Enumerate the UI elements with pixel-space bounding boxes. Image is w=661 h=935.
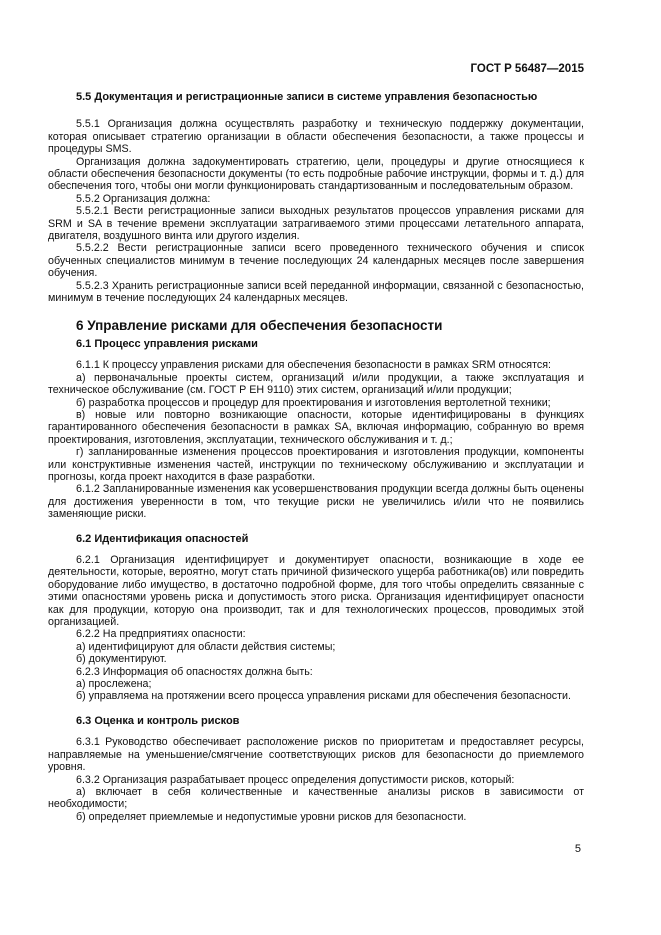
list-item: а) идентифицируют для области действия системы; xyxy=(76,640,336,653)
list-item: а) прослежена; xyxy=(76,678,152,691)
list-item: в) новые или повторно возникающие опасности, которые идентифицированы в функциях гарантированного обеспечения безопасности в рамках SA, включая информацию, собранную во время проектирования, изготовления, эксплуатации, технического обслуживания и т. д.; xyxy=(48,408,584,446)
paragraph: 6.3.1 Руководство обеспечивает расположение рисков по приоритетам и предоставляет ресурсы, направляемые на уменьшение/смягчение соответствующих рисков для безопасности до приемлемого уровня. xyxy=(48,736,584,774)
paragraph: Организация должна задокументировать стратегию, цели, процедуры и другие относящиеся к области обеспечения безопасности документы (то есть подробные рабочие инструкции, формы и т. д.) для обеспечения того, чтобы они могли функционировать стандартизованным и последовательным образом. xyxy=(48,155,584,193)
chapter-heading-6: 6 Управление рисками для обеспечения безопасности xyxy=(76,317,443,333)
paragraph: 6.2.3 Информация об опасностях должна быть: xyxy=(76,665,313,678)
section-heading-6-3: 6.3 Оценка и контроль рисков xyxy=(76,714,240,727)
paragraph: 6.1.1 К процессу управления рисками для обеспечения безопасности в рамках SRM относятся: xyxy=(76,359,551,372)
paragraph: 6.2.1 Организация идентифицирует и документирует опасности, возникающие в ходе ее деятельности, которые, вероятно, могут стать причиной физического ущерба работника(ов) или повредить оборудование либо имущество, в достаточно подробной форме, для того чтобы определить связанные с этими опасностями уровень риска и допустимость этого риска. Организация идентифицирует опасности как для продукции, которую она производит, так и для технологических процессов, проводимых этой организацией. xyxy=(48,554,584,629)
paragraph: 5.5.1 Организация должна осуществлять разработку и техническую поддержку документации, которая описывает стратегию организации в области обеспечения безопасности, а также процессы и процедуры SMS. xyxy=(48,118,584,156)
paragraph: 5.5.2.3 Хранить регистрационные записи всей переданной информации, связанной с безопасностью, минимум в течение последующих 24 календарных месяцев. xyxy=(48,279,584,305)
paragraph: 6.2.2 На предприятиях опасности: xyxy=(76,628,246,641)
paragraph: 6.1.2 Запланированные изменения как усовершенствования продукции всегда должны быть оценены для достижения уверенности в том, что текущие риски не увеличились и/или что не появились заменяющие риски. xyxy=(48,483,584,521)
paragraph: 6.3.2 Организация разрабатывает процесс определения допустимости рисков, который: xyxy=(76,773,515,786)
paragraph: 5.5.2 Организация должна: xyxy=(76,192,211,205)
list-item: б) определяет приемлемые и недопустимые уровни рисков для безопасности. xyxy=(76,810,467,823)
paragraph: 5.5.2.1 Вести регистрационные записи выходных результатов процессов управления рисками для SRM и SA в течение времени эксплуатации затрагиваемого этими процессами летательного аппарата, двигателя, воздушного винта или другого изделия. xyxy=(48,205,584,243)
list-item: а) первоначальные проекты систем, организаций и/или продукции, а также эксплуатация и техническое обслуживание (см. ГОСТ Р ЕН 9110) этих систем, организаций и/или продукции; xyxy=(48,371,584,397)
section-heading-5-5: 5.5 Документация и регистрационные записи в системе управления безопасностью xyxy=(76,91,538,103)
page-content xyxy=(48,88,584,823)
paragraph: 5.5.2.2 Вести регистрационные записи всего проведенного технического обучения и список обученных специалистов минимум в течение последующих 24 календарных месяцев после завершения обучения. xyxy=(48,242,584,280)
section-heading-6-2: 6.2 Идентификация опасностей xyxy=(76,532,249,545)
list-item: б) документируют. xyxy=(76,653,167,666)
list-item: б) разработка процессов и процедур для проектирования и изготовления вертолетной техники; xyxy=(76,396,551,409)
section-heading-6-1: 6.1 Процесс управления рисками xyxy=(76,337,258,350)
list-item: а) включает в себя количественные и качественные анализы рисков в зависимости от необходимости; xyxy=(48,785,584,811)
page-number: 5 xyxy=(574,843,581,855)
list-item: г) запланированные изменения процессов проектирования и изготовления продукции, компоненты или конструктивные изменения частей, инструкции по техническому обслуживанию и эксплуатации и прогнозы, когда проект находится в фазе разработки. xyxy=(48,446,584,483)
standard-number: ГОСТ Р 56487—2015 xyxy=(470,63,584,75)
list-item: б) управляема на протяжении всего процесса управления рисками для обеспечения безопасности. xyxy=(76,690,571,703)
